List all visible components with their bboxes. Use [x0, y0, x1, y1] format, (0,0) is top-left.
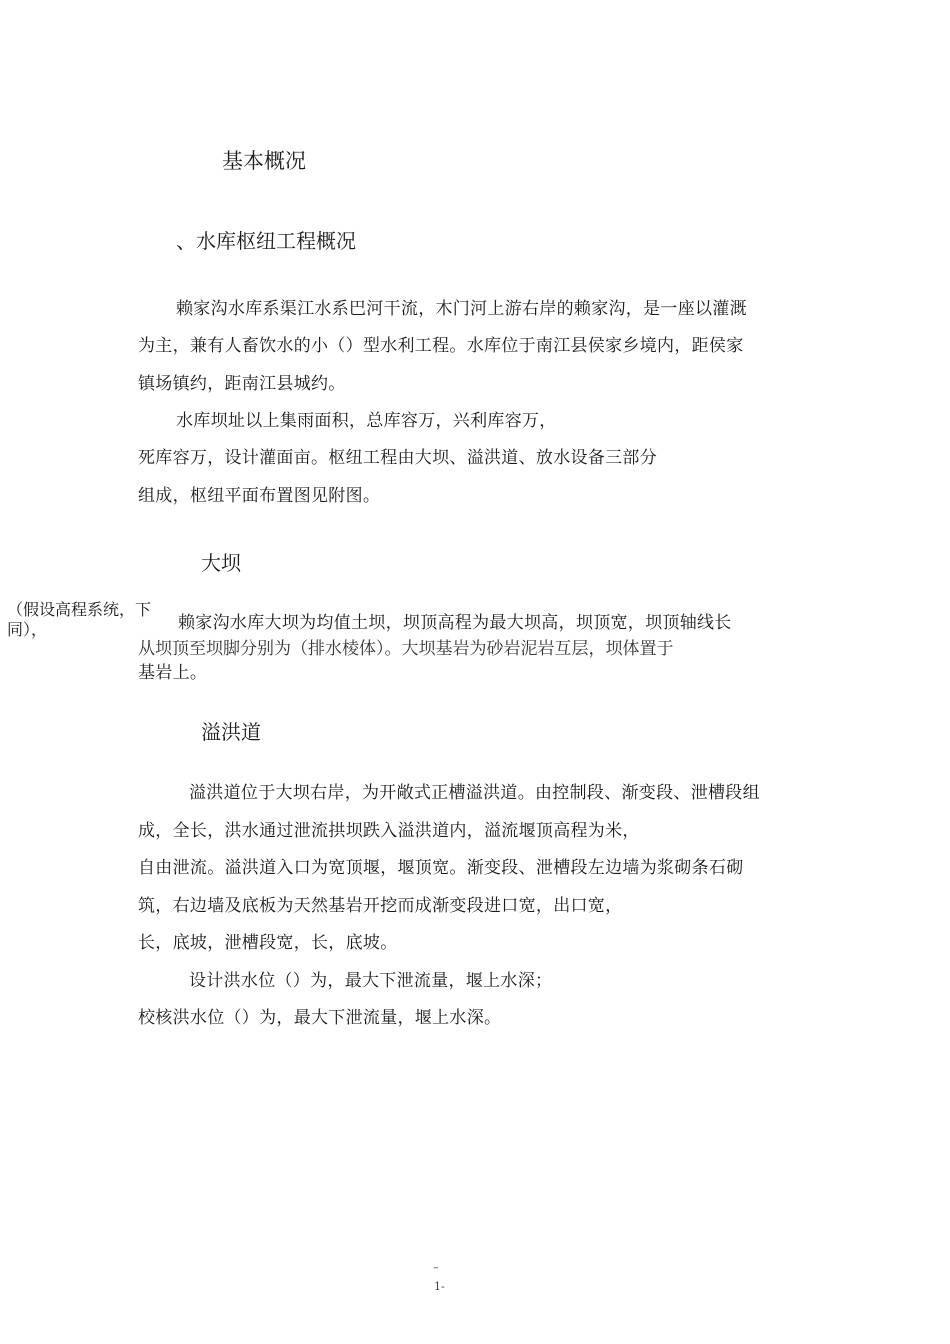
- margin-note-line: 同），: [7, 620, 48, 639]
- paragraph-line: 赖家沟水库大坝为均值土坝，坝顶高程为最大坝高，坝顶宽，坝顶轴线长: [178, 613, 732, 633]
- section-heading-reservoir: 、水库枢纽工程概况: [176, 229, 356, 253]
- footer-dash: –: [433, 1261, 439, 1274]
- paragraph-line: 成，全长，洪水通过泄流拱坝跌入溢洪道内，溢流堰顶高程为米，: [138, 821, 640, 841]
- paragraph-line: 赖家沟水库系渠江水系巴河干流，木门河上游右岸的赖家沟，是一座以灌溉: [176, 299, 747, 319]
- paragraph-line-overlapping: 从坝顶至坝脚分别为（排水棱体）。大坝基岩为砂岩泥岩互层，坝体置于: [138, 639, 674, 659]
- paragraph-line: 校核洪水位（）为，最大下泄流量，堰上水深。: [138, 1008, 502, 1028]
- paragraph-line: 长，底坡，泄槽段宽，长，底坡。: [138, 933, 398, 953]
- paragraph-line: 镇场镇约，距南江县城约。: [138, 374, 346, 394]
- paragraph-line: 自由泄流。溢洪道入口为宽顶堰，堰顶宽。渐变段、泄槽段左边墙为浆砌条石砌: [138, 858, 744, 878]
- paragraph-line: 水库坝址以上集雨面积，总库容万，兴利库容万，: [176, 411, 557, 431]
- paragraph-line: 基岩上。: [138, 663, 208, 683]
- paragraph-line: 为主，兼有人畜饮水的小（）型水利工程。水库位于南江县侯家乡境内，距侯家: [138, 336, 744, 356]
- page-number: 1-: [434, 1280, 445, 1293]
- paragraph-line: 组成，枢纽平面布置图见附图。: [138, 486, 381, 506]
- margin-note: [7, 600, 151, 640]
- section-heading-dam: 大坝: [201, 551, 241, 575]
- paragraph-line: 溢洪道位于大坝右岸，为开敞式正槽溢洪道。由控制段、渐变段、泄槽段组: [189, 783, 760, 803]
- paragraph-line: 筑，右边墙及底板为天然基岩开挖而成渐变段进口宽，出口宽，: [138, 896, 623, 916]
- page-title: 基本概况: [222, 149, 306, 173]
- paragraph-line: 死库容万，设计灌面亩。枢纽工程由大坝、溢洪道、放水设备三部分: [138, 448, 657, 468]
- margin-note-line: （假设高程系统，下: [7, 600, 152, 619]
- section-heading-spillway: 溢洪道: [201, 720, 261, 744]
- paragraph-line: 设计洪水位（）为，最大下泄流量，堰上水深；: [189, 971, 553, 991]
